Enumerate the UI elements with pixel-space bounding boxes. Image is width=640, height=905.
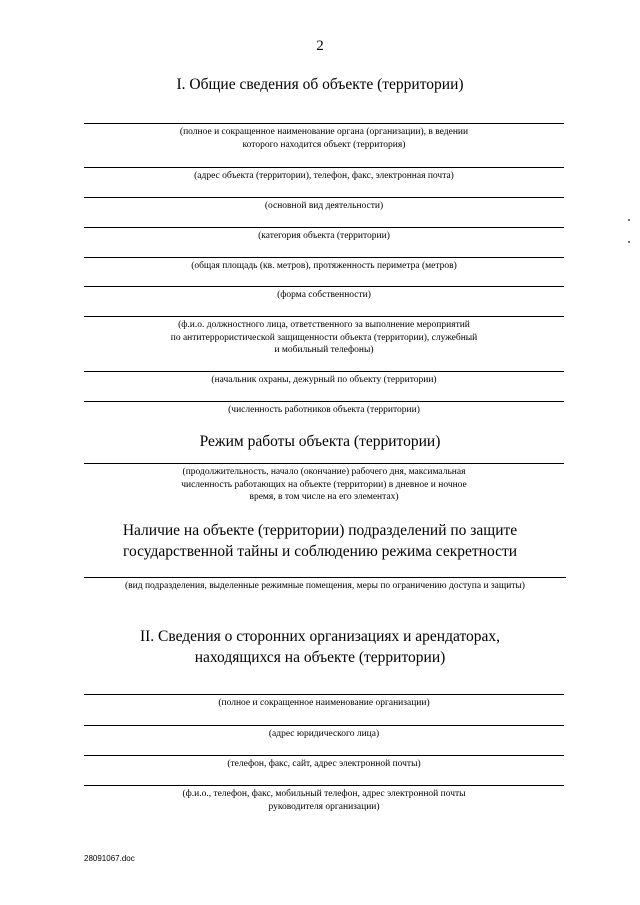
field-line [84,401,564,402]
field-caption-category [84,230,564,243]
caption-line: (адрес юридического лица) [268,729,380,739]
caption-line: (ф.и.о., телефон, факс, мобильный телефон, адрес электронной почты [182,789,466,799]
field-caption-responsible [84,319,564,357]
heading-line: находящихся на объекте (территории) [194,649,446,666]
field-line [84,785,564,786]
caption-line: (общая площадь (кв. метров), протяженность периметра (метров) [191,261,457,271]
field-caption-activity [84,200,564,213]
page-number: 2 [316,38,324,54]
caption-line: (численность работников объекта (территории) [228,405,420,415]
heading-line: Наличие на объекте (территории) подразделений по защите [122,522,518,539]
field-caption-head [84,788,564,813]
caption-line: (основной вид деятельности) [264,201,384,211]
field-line [84,694,564,695]
section-1-title: I. Общие сведения об объекте (территории) [176,76,464,93]
caption-line: которого находится объект (территория) [242,139,406,150]
caption-line: (адрес объекта (территории), телефон, факс, электронная почта) [194,171,454,181]
field-line [84,577,566,578]
field-caption-legal-address [84,728,564,741]
field-line [84,725,564,726]
field-caption-org-name [84,126,564,151]
caption-line: (начальник охраны, дежурный по объекту (территории) [211,375,437,385]
field-line [84,257,564,258]
field-line [84,167,564,168]
heading-line: государственной тайны и соблюдению режима секретности [122,543,518,560]
scan-artifact [628,241,630,243]
caption-line: (ф.и.о. должностного лица, ответственного за выполнение мероприятий [178,320,470,330]
field-line [84,755,564,756]
field-line [84,316,564,317]
caption-line: по антитеррористической защищенности объекта (территории), служебный [170,332,478,343]
field-caption-area [84,260,564,273]
field-line [84,286,564,287]
field-caption-contacts [84,758,564,771]
caption-line: (вид подразделения, выделенные режимные помещения, меры по ограничению доступа и защиты) [125,581,525,591]
caption-line: (телефон, факс, сайт, адрес электронной почты) [227,759,421,769]
field-line [84,197,564,198]
scan-artifact [628,219,630,221]
heading-line: II. Сведения о сторонних организациях и арендаторах, [139,628,501,645]
field-line [84,371,564,372]
caption-line: численность работающих на объекте (территории) в дневное и ночное [181,479,467,490]
field-caption-employees [84,404,564,417]
caption-line: (форма собственности) [277,290,371,300]
field-line [84,227,564,228]
field-line [84,123,564,124]
field-caption-work-mode [84,466,564,504]
field-caption-address [84,170,564,183]
caption-line: (полное и сокращенное наименование органа (организации), в ведении [179,127,469,137]
caption-line: (продолжительность, начало (окончание) рабочего дня, максимальная [182,467,466,477]
caption-line: (категория объекта (территории) [258,231,390,241]
caption-line: и мобильный телефоны) [274,345,374,355]
secrecy-title [60,520,580,562]
field-caption-secrecy [70,580,580,593]
field-line [84,463,564,464]
caption-line: руководителя организации) [268,801,380,812]
section-2-title [60,626,580,668]
caption-line: время, в том числе на его элементах) [249,492,399,502]
field-caption-ownership [84,289,564,302]
field-caption-security-chief [84,374,564,387]
work-mode-title: Режим работы объекта (территории) [199,433,441,450]
document-filename: 28091067.doc [84,854,135,863]
caption-line: (полное и сокращенное наименование организации) [218,698,430,708]
field-caption-org-name [84,697,564,710]
